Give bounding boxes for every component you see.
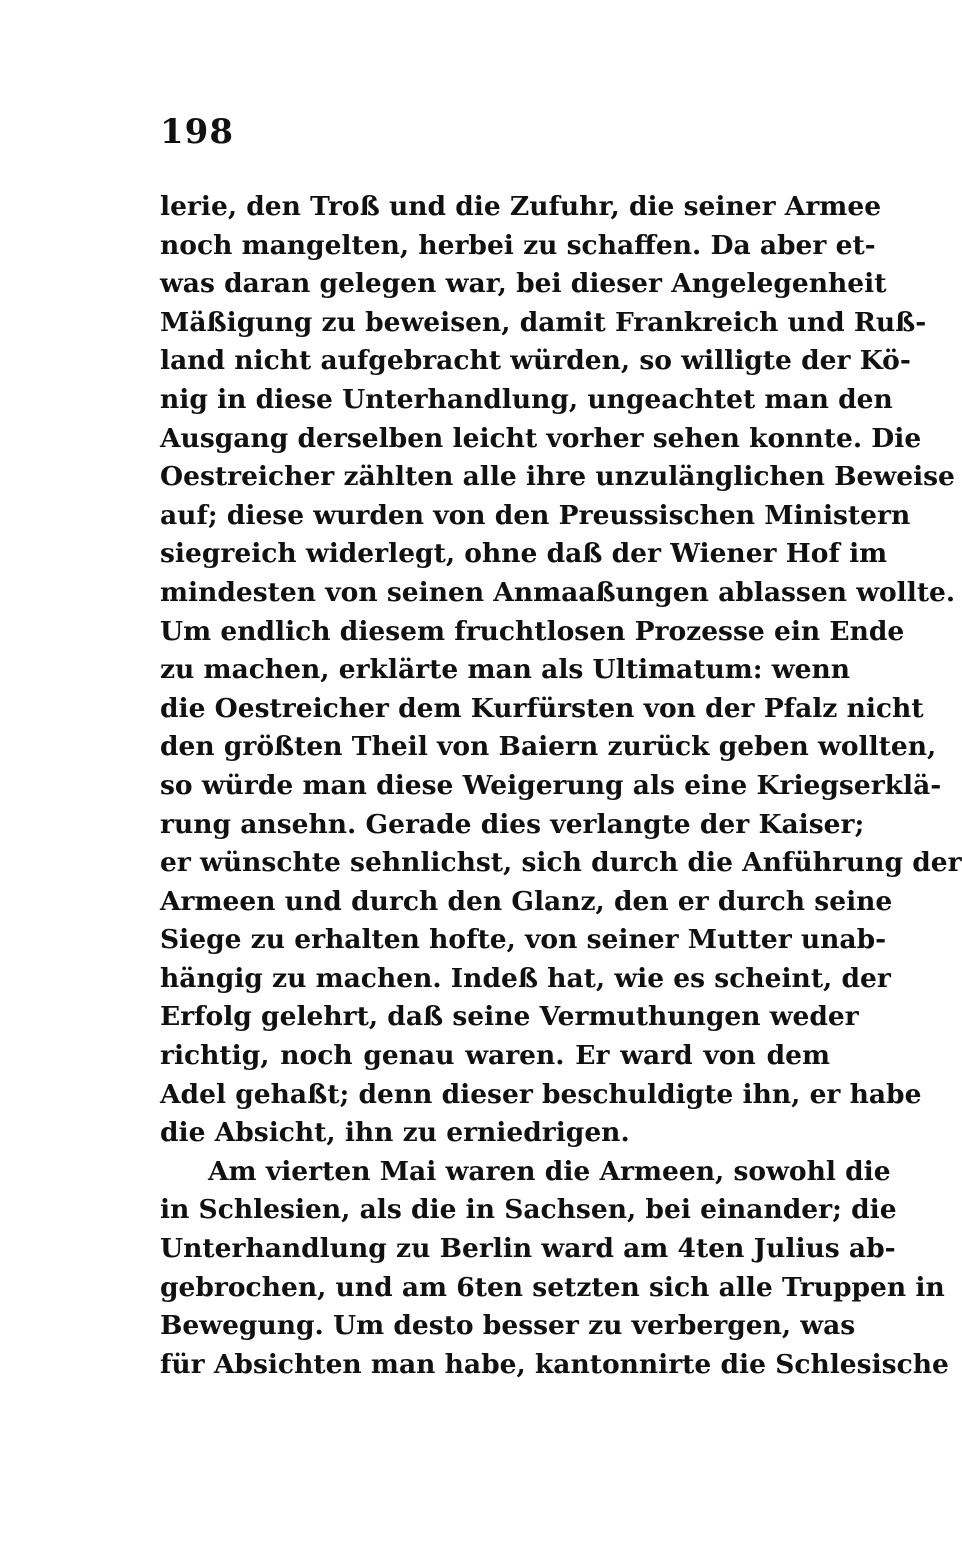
paragraph-start-line: Am vierten Mai waren die Armeen, sowohl die (208, 1155, 891, 1187)
text-line: rung ansehn. Gerade dies verlangte der Kaiser; (160, 808, 865, 840)
text-line: Unterhandlung zu Berlin ward am 4ten Julius ab- (160, 1233, 896, 1265)
page-number: 198 (160, 112, 234, 152)
text-line: die Oestreicher dem Kurfürsten von der Pfalz nicht (160, 692, 924, 724)
text-line: Adel gehaßt; denn dieser beschuldigte ihn, er habe (160, 1078, 922, 1110)
text-line: hängig zu machen. Indeß hat, wie es scheint, der (160, 962, 891, 994)
text-line: so würde man diese Weigerung als eine Kriegserklä- (160, 769, 942, 801)
text-line: nig in diese Unterhandlung, ungeachtet man den (160, 383, 893, 415)
text-line: Oestreicher zählten alle ihre unzulänglichen Beweise (160, 461, 955, 493)
text-line: Erfolg gelehrt, daß seine Vermuthungen weder (160, 1001, 859, 1033)
paragraph-end-line: die Absicht, ihn zu erniedrigen. (160, 1117, 630, 1149)
text-line: Ausgang derselben leicht vorher sehen konnte. Die (160, 422, 922, 454)
text-line: gebrochen, und am 6ten setzten sich alle Truppen in (160, 1271, 945, 1303)
text-line: richtig, noch genau waren. Er ward von dem (160, 1040, 830, 1072)
text-line: Mäßigung zu beweisen, damit Frankreich und Ruß- (160, 306, 927, 338)
text-line: für Absichten man habe, kantonnirte die Schlesische (160, 1348, 949, 1380)
text-line: auf; diese wurden von den Preussischen Ministern (160, 499, 911, 531)
text-line: Siege zu erhalten hofte, von seiner Mutter unab- (160, 924, 887, 956)
text-line: mindesten von seinen Anmaaßungen ablassen wollte. (160, 576, 956, 608)
text-line: lerie, den Troß und die Zufuhr, die seiner Armee (160, 191, 882, 222)
text-line: was daran gelegen war, bei dieser Angelegenheit (160, 268, 887, 300)
text-line: den größten Theil von Baiern zurück geben wollten, (160, 731, 937, 763)
text-line: Armeen und durch den Glanz, den er durch seine (160, 885, 893, 917)
text-line: siegreich widerlegt, ohne daß der Wiener Hof im (160, 538, 888, 570)
text-line: in Schlesien, als die in Sachsen, bei einander; die (160, 1194, 897, 1226)
text-line: Um endlich diesem fruchtlosen Prozesse ein Ende (160, 615, 905, 647)
text-line: noch mangelten, herbei zu schaffen. Da aber et- (160, 229, 876, 261)
text-line: zu machen, erklärte man als Ultimatum: wenn (160, 654, 850, 686)
text-line: Bewegung. Um desto besser zu verbergen, was (160, 1310, 856, 1342)
text-line: er wünschte sehnlichst, sich durch die Anführung der (160, 847, 962, 879)
text-line: land nicht aufgebracht würden, so willigte der Kö- (160, 345, 911, 377)
body-text (160, 188, 962, 1384)
